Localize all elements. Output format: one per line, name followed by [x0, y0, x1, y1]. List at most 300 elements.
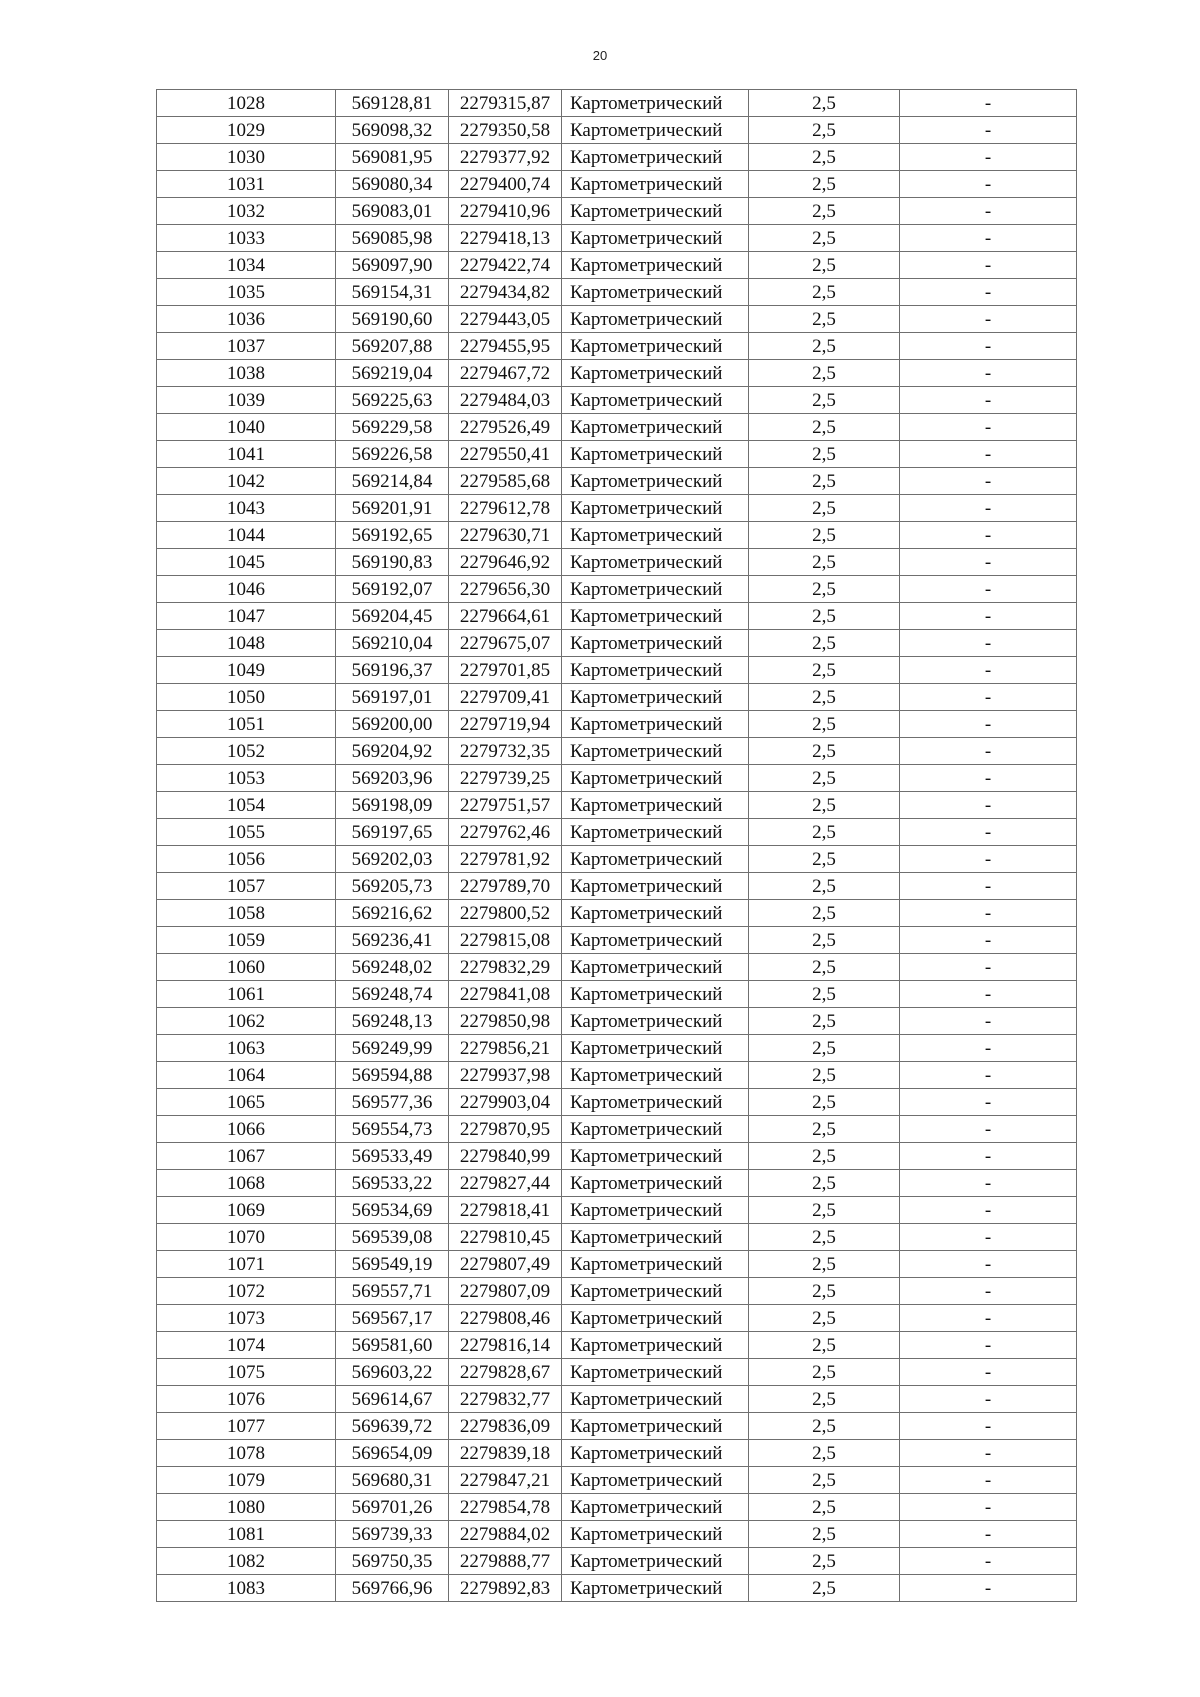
x-coordinate-cell: 569097,90: [336, 252, 449, 279]
table-row: [157, 819, 1077, 846]
note-cell: -: [900, 1170, 1077, 1197]
method-cell: Картометрический: [562, 1440, 749, 1467]
x-coordinate-cell: 569205,73: [336, 873, 449, 900]
method-cell: Картометрический: [562, 1467, 749, 1494]
table-row: [157, 1359, 1077, 1386]
x-coordinate-cell: 569200,00: [336, 711, 449, 738]
y-coordinate-cell: 2279888,77: [449, 1548, 562, 1575]
y-coordinate-cell: 2279800,52: [449, 900, 562, 927]
method-cell: Картометрический: [562, 1332, 749, 1359]
y-coordinate-cell: 2279816,14: [449, 1332, 562, 1359]
y-coordinate-cell: 2279709,41: [449, 684, 562, 711]
point-number-cell: 1063: [157, 1035, 336, 1062]
accuracy-cell: 2,5: [749, 603, 900, 630]
table-row: [157, 1062, 1077, 1089]
y-coordinate-cell: 2279656,30: [449, 576, 562, 603]
accuracy-cell: 2,5: [749, 927, 900, 954]
accuracy-cell: 2,5: [749, 90, 900, 117]
table-row: [157, 1440, 1077, 1467]
point-number-cell: 1073: [157, 1305, 336, 1332]
point-number-cell: 1059: [157, 927, 336, 954]
note-cell: -: [900, 549, 1077, 576]
table-row: [157, 1467, 1077, 1494]
table-row: [157, 1035, 1077, 1062]
method-cell: Картометрический: [562, 279, 749, 306]
y-coordinate-cell: 2279701,85: [449, 657, 562, 684]
table-row: [157, 387, 1077, 414]
note-cell: -: [900, 927, 1077, 954]
point-number-cell: 1030: [157, 144, 336, 171]
x-coordinate-cell: 569081,95: [336, 144, 449, 171]
accuracy-cell: 2,5: [749, 900, 900, 927]
note-cell: -: [900, 90, 1077, 117]
method-cell: Картометрический: [562, 225, 749, 252]
table-row: [157, 522, 1077, 549]
point-number-cell: 1048: [157, 630, 336, 657]
y-coordinate-cell: 2279443,05: [449, 306, 562, 333]
point-number-cell: 1066: [157, 1116, 336, 1143]
table-row: [157, 171, 1077, 198]
point-number-cell: 1042: [157, 468, 336, 495]
method-cell: Картометрический: [562, 495, 749, 522]
accuracy-cell: 2,5: [749, 1467, 900, 1494]
accuracy-cell: 2,5: [749, 171, 900, 198]
y-coordinate-cell: 2279418,13: [449, 225, 562, 252]
method-cell: Картометрический: [562, 414, 749, 441]
table-body: [157, 90, 1077, 1602]
method-cell: Картометрический: [562, 981, 749, 1008]
point-number-cell: 1083: [157, 1575, 336, 1602]
y-coordinate-cell: 2279732,35: [449, 738, 562, 765]
note-cell: -: [900, 1575, 1077, 1602]
method-cell: Картометрический: [562, 1116, 749, 1143]
y-coordinate-cell: 2279350,58: [449, 117, 562, 144]
x-coordinate-cell: 569128,81: [336, 90, 449, 117]
note-cell: -: [900, 171, 1077, 198]
method-cell: Картометрический: [562, 738, 749, 765]
table-row: [157, 279, 1077, 306]
method-cell: Картометрический: [562, 468, 749, 495]
x-coordinate-cell: 569203,96: [336, 765, 449, 792]
point-number-cell: 1062: [157, 1008, 336, 1035]
method-cell: Картометрический: [562, 792, 749, 819]
y-coordinate-cell: 2279646,92: [449, 549, 562, 576]
x-coordinate-cell: 569196,37: [336, 657, 449, 684]
point-number-cell: 1071: [157, 1251, 336, 1278]
x-coordinate-cell: 569603,22: [336, 1359, 449, 1386]
method-cell: Картометрический: [562, 657, 749, 684]
table-row: [157, 603, 1077, 630]
accuracy-cell: 2,5: [749, 1278, 900, 1305]
accuracy-cell: 2,5: [749, 765, 900, 792]
note-cell: -: [900, 306, 1077, 333]
accuracy-cell: 2,5: [749, 144, 900, 171]
accuracy-cell: 2,5: [749, 1035, 900, 1062]
table-row: [157, 900, 1077, 927]
method-cell: Картометрический: [562, 441, 749, 468]
table-row: [157, 144, 1077, 171]
method-cell: Картометрический: [562, 360, 749, 387]
accuracy-cell: 2,5: [749, 225, 900, 252]
x-coordinate-cell: 569614,67: [336, 1386, 449, 1413]
table-row: [157, 252, 1077, 279]
point-number-cell: 1061: [157, 981, 336, 1008]
x-coordinate-cell: 569216,62: [336, 900, 449, 927]
y-coordinate-cell: 2279937,98: [449, 1062, 562, 1089]
method-cell: Картометрический: [562, 1359, 749, 1386]
accuracy-cell: 2,5: [749, 1224, 900, 1251]
accuracy-cell: 2,5: [749, 792, 900, 819]
note-cell: -: [900, 846, 1077, 873]
x-coordinate-cell: 569549,19: [336, 1251, 449, 1278]
accuracy-cell: 2,5: [749, 1197, 900, 1224]
method-cell: Картометрический: [562, 1089, 749, 1116]
x-coordinate-cell: 569701,26: [336, 1494, 449, 1521]
method-cell: Картометрический: [562, 927, 749, 954]
note-cell: -: [900, 981, 1077, 1008]
table-row: [157, 927, 1077, 954]
accuracy-cell: 2,5: [749, 1062, 900, 1089]
accuracy-cell: 2,5: [749, 1251, 900, 1278]
accuracy-cell: 2,5: [749, 1089, 900, 1116]
y-coordinate-cell: 2279455,95: [449, 333, 562, 360]
note-cell: -: [900, 441, 1077, 468]
point-number-cell: 1081: [157, 1521, 336, 1548]
note-cell: -: [900, 414, 1077, 441]
note-cell: -: [900, 1035, 1077, 1062]
y-coordinate-cell: 2279739,25: [449, 765, 562, 792]
note-cell: -: [900, 765, 1077, 792]
table-row: [157, 1548, 1077, 1575]
point-number-cell: 1068: [157, 1170, 336, 1197]
table-row: [157, 1278, 1077, 1305]
accuracy-cell: 2,5: [749, 954, 900, 981]
point-number-cell: 1031: [157, 171, 336, 198]
y-coordinate-cell: 2279400,74: [449, 171, 562, 198]
table-row: [157, 1143, 1077, 1170]
method-cell: Картометрический: [562, 576, 749, 603]
method-cell: Картометрический: [562, 1278, 749, 1305]
accuracy-cell: 2,5: [749, 414, 900, 441]
method-cell: Картометрический: [562, 1575, 749, 1602]
point-number-cell: 1047: [157, 603, 336, 630]
y-coordinate-cell: 2279832,29: [449, 954, 562, 981]
note-cell: -: [900, 1008, 1077, 1035]
note-cell: -: [900, 711, 1077, 738]
accuracy-cell: 2,5: [749, 1305, 900, 1332]
table-row: [157, 198, 1077, 225]
y-coordinate-cell: 2279810,45: [449, 1224, 562, 1251]
accuracy-cell: 2,5: [749, 441, 900, 468]
note-cell: -: [900, 1440, 1077, 1467]
table-row: [157, 360, 1077, 387]
accuracy-cell: 2,5: [749, 819, 900, 846]
table-row: [157, 117, 1077, 144]
point-number-cell: 1079: [157, 1467, 336, 1494]
method-cell: Картометрический: [562, 1062, 749, 1089]
y-coordinate-cell: 2279903,04: [449, 1089, 562, 1116]
table-row: [157, 549, 1077, 576]
x-coordinate-cell: 569533,22: [336, 1170, 449, 1197]
accuracy-cell: 2,5: [749, 1332, 900, 1359]
note-cell: -: [900, 360, 1077, 387]
table-row: [157, 495, 1077, 522]
table-row: [157, 225, 1077, 252]
x-coordinate-cell: 569204,92: [336, 738, 449, 765]
y-coordinate-cell: 2279434,82: [449, 279, 562, 306]
x-coordinate-cell: 569219,04: [336, 360, 449, 387]
note-cell: -: [900, 657, 1077, 684]
y-coordinate-cell: 2279808,46: [449, 1305, 562, 1332]
method-cell: Картометрический: [562, 252, 749, 279]
accuracy-cell: 2,5: [749, 333, 900, 360]
x-coordinate-cell: 569654,09: [336, 1440, 449, 1467]
method-cell: Картометрический: [562, 1494, 749, 1521]
table-row: [157, 792, 1077, 819]
method-cell: Картометрический: [562, 603, 749, 630]
accuracy-cell: 2,5: [749, 1170, 900, 1197]
x-coordinate-cell: 569766,96: [336, 1575, 449, 1602]
y-coordinate-cell: 2279612,78: [449, 495, 562, 522]
table-row: [157, 684, 1077, 711]
method-cell: Картометрический: [562, 333, 749, 360]
y-coordinate-cell: 2279550,41: [449, 441, 562, 468]
x-coordinate-cell: 569750,35: [336, 1548, 449, 1575]
y-coordinate-cell: 2279847,21: [449, 1467, 562, 1494]
accuracy-cell: 2,5: [749, 873, 900, 900]
y-coordinate-cell: 2279839,18: [449, 1440, 562, 1467]
table-row: [157, 1494, 1077, 1521]
method-cell: Картометрический: [562, 1413, 749, 1440]
note-cell: -: [900, 1332, 1077, 1359]
note-cell: -: [900, 954, 1077, 981]
x-coordinate-cell: 569192,07: [336, 576, 449, 603]
point-number-cell: 1053: [157, 765, 336, 792]
point-number-cell: 1082: [157, 1548, 336, 1575]
accuracy-cell: 2,5: [749, 1521, 900, 1548]
y-coordinate-cell: 2279856,21: [449, 1035, 562, 1062]
accuracy-cell: 2,5: [749, 576, 900, 603]
method-cell: Картометрический: [562, 873, 749, 900]
method-cell: Картометрический: [562, 1008, 749, 1035]
note-cell: -: [900, 1251, 1077, 1278]
method-cell: Картометрический: [562, 549, 749, 576]
y-coordinate-cell: 2279827,44: [449, 1170, 562, 1197]
x-coordinate-cell: 569098,32: [336, 117, 449, 144]
y-coordinate-cell: 2279807,09: [449, 1278, 562, 1305]
y-coordinate-cell: 2279781,92: [449, 846, 562, 873]
table-row: [157, 306, 1077, 333]
note-cell: -: [900, 873, 1077, 900]
accuracy-cell: 2,5: [749, 468, 900, 495]
note-cell: -: [900, 333, 1077, 360]
note-cell: -: [900, 225, 1077, 252]
note-cell: -: [900, 738, 1077, 765]
method-cell: Картометрический: [562, 1143, 749, 1170]
method-cell: Картометрический: [562, 117, 749, 144]
note-cell: -: [900, 387, 1077, 414]
x-coordinate-cell: 569192,65: [336, 522, 449, 549]
method-cell: Картометрический: [562, 1035, 749, 1062]
table-row: [157, 1089, 1077, 1116]
accuracy-cell: 2,5: [749, 738, 900, 765]
x-coordinate-cell: 569207,88: [336, 333, 449, 360]
table-row: [157, 1386, 1077, 1413]
accuracy-cell: 2,5: [749, 1008, 900, 1035]
x-coordinate-cell: 569198,09: [336, 792, 449, 819]
x-coordinate-cell: 569214,84: [336, 468, 449, 495]
point-number-cell: 1046: [157, 576, 336, 603]
note-cell: -: [900, 1548, 1077, 1575]
coordinates-table: [156, 89, 1077, 1602]
note-cell: -: [900, 1278, 1077, 1305]
y-coordinate-cell: 2279841,08: [449, 981, 562, 1008]
point-number-cell: 1054: [157, 792, 336, 819]
note-cell: -: [900, 1224, 1077, 1251]
accuracy-cell: 2,5: [749, 495, 900, 522]
table-row: [157, 1008, 1077, 1035]
method-cell: Картометрический: [562, 684, 749, 711]
x-coordinate-cell: 569567,17: [336, 1305, 449, 1332]
note-cell: -: [900, 576, 1077, 603]
x-coordinate-cell: 569080,34: [336, 171, 449, 198]
point-number-cell: 1077: [157, 1413, 336, 1440]
table-row: [157, 846, 1077, 873]
y-coordinate-cell: 2279585,68: [449, 468, 562, 495]
x-coordinate-cell: 569204,45: [336, 603, 449, 630]
x-coordinate-cell: 569248,13: [336, 1008, 449, 1035]
table-row: [157, 981, 1077, 1008]
x-coordinate-cell: 569197,01: [336, 684, 449, 711]
method-cell: Картометрический: [562, 144, 749, 171]
point-number-cell: 1039: [157, 387, 336, 414]
point-number-cell: 1060: [157, 954, 336, 981]
x-coordinate-cell: 569083,01: [336, 198, 449, 225]
y-coordinate-cell: 2279836,09: [449, 1413, 562, 1440]
method-cell: Картометрический: [562, 306, 749, 333]
table-row: [157, 1332, 1077, 1359]
note-cell: -: [900, 684, 1077, 711]
x-coordinate-cell: 569210,04: [336, 630, 449, 657]
note-cell: -: [900, 1116, 1077, 1143]
method-cell: Картометрический: [562, 387, 749, 414]
point-number-cell: 1028: [157, 90, 336, 117]
method-cell: Картометрический: [562, 900, 749, 927]
table-row: [157, 1251, 1077, 1278]
table-row: [157, 1521, 1077, 1548]
point-number-cell: 1035: [157, 279, 336, 306]
point-number-cell: 1049: [157, 657, 336, 684]
note-cell: -: [900, 1521, 1077, 1548]
note-cell: -: [900, 252, 1077, 279]
y-coordinate-cell: 2279410,96: [449, 198, 562, 225]
method-cell: Картометрический: [562, 90, 749, 117]
point-number-cell: 1051: [157, 711, 336, 738]
point-number-cell: 1074: [157, 1332, 336, 1359]
x-coordinate-cell: 569229,58: [336, 414, 449, 441]
x-coordinate-cell: 569577,36: [336, 1089, 449, 1116]
x-coordinate-cell: 569594,88: [336, 1062, 449, 1089]
point-number-cell: 1036: [157, 306, 336, 333]
point-number-cell: 1034: [157, 252, 336, 279]
y-coordinate-cell: 2279484,03: [449, 387, 562, 414]
note-cell: -: [900, 144, 1077, 171]
accuracy-cell: 2,5: [749, 1548, 900, 1575]
accuracy-cell: 2,5: [749, 117, 900, 144]
accuracy-cell: 2,5: [749, 1575, 900, 1602]
point-number-cell: 1072: [157, 1278, 336, 1305]
accuracy-cell: 2,5: [749, 1494, 900, 1521]
note-cell: -: [900, 1305, 1077, 1332]
point-number-cell: 1070: [157, 1224, 336, 1251]
y-coordinate-cell: 2279850,98: [449, 1008, 562, 1035]
method-cell: Картометрический: [562, 1197, 749, 1224]
point-number-cell: 1057: [157, 873, 336, 900]
table-row: [157, 1116, 1077, 1143]
table-row: [157, 657, 1077, 684]
x-coordinate-cell: 569190,83: [336, 549, 449, 576]
x-coordinate-cell: 569639,72: [336, 1413, 449, 1440]
accuracy-cell: 2,5: [749, 1359, 900, 1386]
accuracy-cell: 2,5: [749, 252, 900, 279]
note-cell: -: [900, 1386, 1077, 1413]
table-row: [157, 333, 1077, 360]
method-cell: Картометрический: [562, 711, 749, 738]
x-coordinate-cell: 569249,99: [336, 1035, 449, 1062]
y-coordinate-cell: 2279675,07: [449, 630, 562, 657]
table-row: [157, 441, 1077, 468]
y-coordinate-cell: 2279630,71: [449, 522, 562, 549]
method-cell: Картометрический: [562, 1170, 749, 1197]
accuracy-cell: 2,5: [749, 360, 900, 387]
method-cell: Картометрический: [562, 765, 749, 792]
note-cell: -: [900, 117, 1077, 144]
y-coordinate-cell: 2279377,92: [449, 144, 562, 171]
point-number-cell: 1076: [157, 1386, 336, 1413]
table-row: [157, 1170, 1077, 1197]
method-cell: Картометрический: [562, 522, 749, 549]
note-cell: -: [900, 819, 1077, 846]
note-cell: -: [900, 468, 1077, 495]
point-number-cell: 1078: [157, 1440, 336, 1467]
x-coordinate-cell: 569248,74: [336, 981, 449, 1008]
x-coordinate-cell: 569248,02: [336, 954, 449, 981]
table-row: [157, 630, 1077, 657]
point-number-cell: 1044: [157, 522, 336, 549]
page-number: 20: [592, 48, 608, 63]
x-coordinate-cell: 569534,69: [336, 1197, 449, 1224]
point-number-cell: 1067: [157, 1143, 336, 1170]
point-number-cell: 1065: [157, 1089, 336, 1116]
method-cell: Картометрический: [562, 846, 749, 873]
table-row: [157, 1413, 1077, 1440]
note-cell: -: [900, 1413, 1077, 1440]
y-coordinate-cell: 2279832,77: [449, 1386, 562, 1413]
note-cell: -: [900, 1197, 1077, 1224]
accuracy-cell: 2,5: [749, 1413, 900, 1440]
method-cell: Картометрический: [562, 1548, 749, 1575]
point-number-cell: 1052: [157, 738, 336, 765]
note-cell: -: [900, 1089, 1077, 1116]
method-cell: Картометрический: [562, 198, 749, 225]
y-coordinate-cell: 2279854,78: [449, 1494, 562, 1521]
accuracy-cell: 2,5: [749, 981, 900, 1008]
accuracy-cell: 2,5: [749, 846, 900, 873]
note-cell: -: [900, 1467, 1077, 1494]
note-cell: -: [900, 1062, 1077, 1089]
point-number-cell: 1069: [157, 1197, 336, 1224]
y-coordinate-cell: 2279422,74: [449, 252, 562, 279]
